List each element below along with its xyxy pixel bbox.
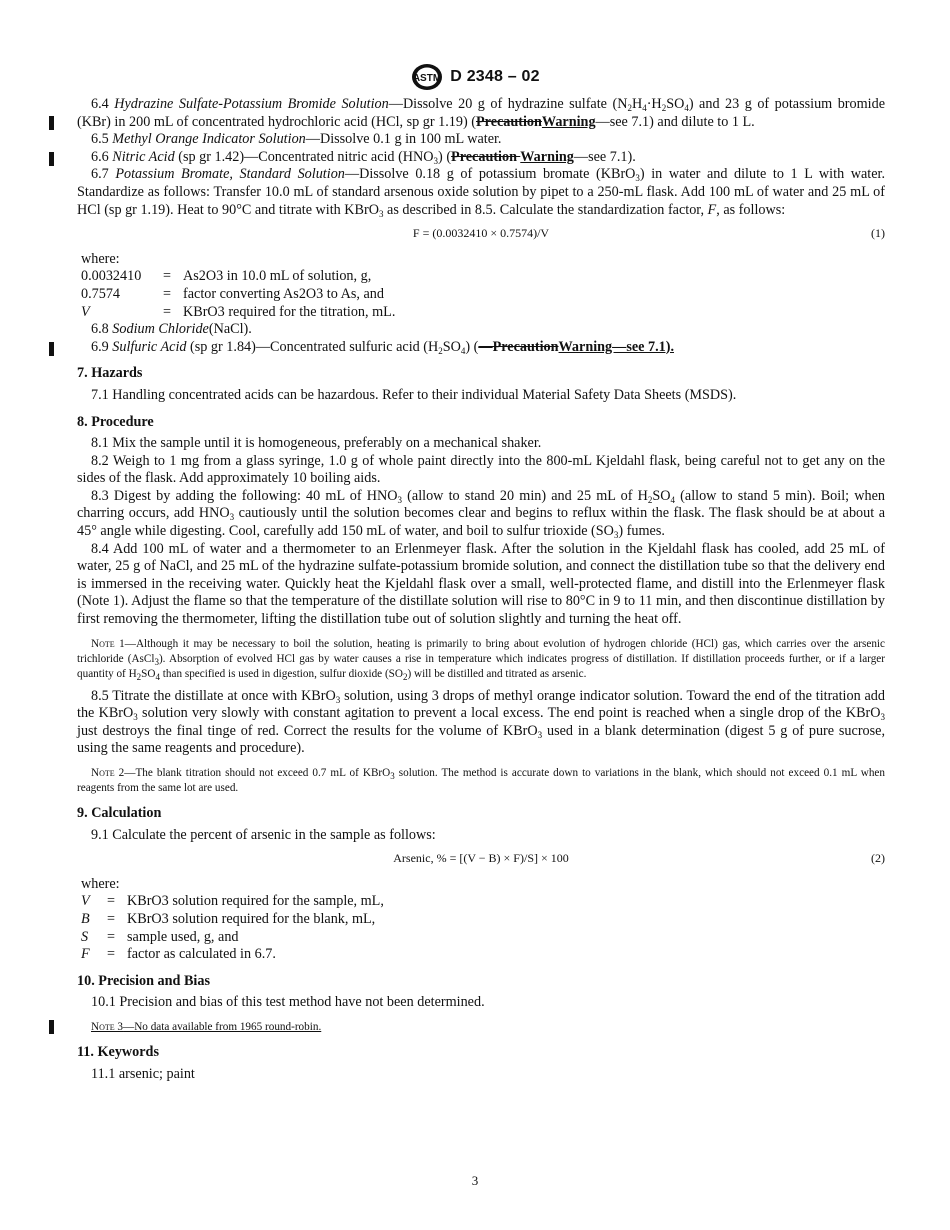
paragraph-8-5: 8.5 Titrate the distillate at once with KBrO$_3$ solution, using 3 drops of methyl orange indicator solution. Toward the end of the titration add the KBrO$_3$ solution very slowly with constant agitation to prevent a local excess. The end point is reached when a single drop of the KBrO$_3$ just destroys the final tinge of red. Correct the results for the volume of KBrO$_3$ used in a blank determination (digest 5 g of pure sucrose, using the same reagents and procedure). [77,687,886,757]
note-2: Note 2—The blank titration should not exceed 0.7 mL of KBrO$_3$ solution. The method is accurate down to variations in the blank, which should not exceed 0.1 mL when reagents from the same lot are used. [77,767,885,794]
where-row: B = KBrO3 solution required for the blank, mL, [81,910,376,927]
paragraph-6-9: 6.9 Sulfuric Acid (sp gr 1.84)—Concentrated sulfuric acid $(H_2SO_4)$ (—PrecautionWarning—see 7.1). [77,339,885,357]
equation-1: F = (0.0032410 × 0.7574)/V (1) [412,226,885,241]
paragraph-6-4: 6.4 Hydrazine Sulfate-Potassium Bromide Solution—Dissolve 20 g of hydrazine sulfate $(N_2H_4\cdot H_2SO_4)$ and 23 g of potassium bromide (KBr) in 200 mL of concentrated hydrochloric acid (HCl, sp gr 1.19) (PrecautionWarning—see 7.1) and dilute to 1 L. [77,96,885,131]
equation-2: Arsenic, % = [(V − B) × F)/S] × 100 (2) [393,851,885,866]
section-heading-procedure: 8. Procedure [77,413,154,430]
paragraph-10-1: 10.1 Precision and bias of this test method have not been determined. [91,994,485,1011]
note-1: Note 1—Although it may be necessary to boil the solution, heating is primarily to bring about evolution of hydrogen chloride (HCl) gas, which carries over the arsenic trichloride (AsCl$_3$). Absorption of evolved HCl gas by water causes a rise in temperature which indicates progress of distillation. If distillation proceeds further, or if a larger quantity of $H_2SO_4$ than specified is used in digestion, sulfur dioxide $(SO_2)$ will be distilled and titrated as arsenic. [77,637,885,682]
where-row: 0.7574 = factor converting As2O3 to As, and [81,285,384,302]
change-bar [49,1020,54,1034]
where-row: V = KBrO3 solution required for the sample, mL, [81,893,384,910]
paragraph-6-8: 6.8 Sodium Chloride(NaCl). [91,321,252,338]
where-list-2: where: V = KBrO3 solution required for the sample, mL, B = KBrO3 solution required for the blank, mL, S = sample used, g, and F = factor as calculated in 6.7. [81,876,885,964]
change-bar [49,152,54,166]
page-header [0,62,950,97]
where-list-1: where: 0.0032410 = As2O3 in 10.0 mL of solution, g, 0.7574 = factor converting As2O3 to As, and V = KBrO3 required for the titration, mL. [81,251,885,321]
paragraph-8-2: 8.2 Weigh to 1 mg from a glass syringe, 1.0 g of whole paint directly into the 800-mL Kjeldahl flask, being careful not to get any on the sides of the flask. Add approximately 10 boiling aids. [77,452,885,487]
section-heading-precision: 10. Precision and Bias [77,972,210,989]
paragraph-6-7: 6.7 Potassium Bromate, Standard Solution—Dissolve 0.18 g of potassium bromate (KBrO$_3$) in water and dilute to 1 L with water. Standardize as follows: Transfer 10.0 mL of standard arsenous oxide solution by pipet to a 250-mL flask. Add 100 mL of water and 25 mL of HCl (sp gr 1.19). Heat to 90°C and titrate with KBrO$_3$ as described in 8.5. Calculate the standardization factor, F, as follows: [77,166,886,219]
document-designation: D 2348 – 02 [450,68,540,85]
paragraph-9-1: 9.1 Calculate the percent of arsenic in the sample as follows: [91,826,436,843]
where-row: 0.0032410 = As2O3 in 10.0 mL of solution, g, [81,268,372,285]
where-row: S = sample used, g, and [81,928,239,945]
svg-text:ASTM: ASTM [413,73,442,84]
paragraph-8-1: 8.1 Mix the sample until it is homogeneous, preferably on a mechanical shaker. [91,435,542,452]
paragraph-8-4: 8.4 Add 100 mL of water and a thermometer to an Erlenmeyer flask. After the solution in the Kjeldahl flask has cooled, add 25 mL of water, 25 g of NaCl, and 25 mL of the hydrazine sulfate-potassium bromide solution, and connect the distillation tube so that the delivery end is immersed in the receiving water. Quickly heat the Kjeldahl flask over a small, well-protected flame, and distill into the Erlenmeyer flask (Note 1). Adjust the flame so that the temperature of the distillate solution will rise to 80°C in 9 to 11 min, and then discontinue distillation by first removing the thermometer, lifting the distillation tube out of solution slightly and turning the heat off. [77,540,885,628]
section-heading-calculation: 9. Calculation [77,805,162,821]
change-bar [49,342,54,356]
paragraph-6-6: 6.6 Nitric Acid (sp gr 1.42)—Concentrated nitric acid $(HNO_3)$ (Precaution Warning—see 7.1). [77,149,885,167]
paragraph-11-1: 11.1 arsenic; paint [91,1065,195,1082]
where-row: V = KBrO3 required for the titration, mL. [81,303,396,320]
astm-logo-icon [410,62,444,92]
paragraph-8-3: 8.3 Digest by adding the following: 40 mL of $HNO_3$ (allow to stand 20 min) and 25 mL of $H_2SO_4$ (allow to stand 5 min). Boil; when charring occurs, add $HNO_3$ cautiously until the solution becomes clear and begins to reflux within the flask. The flask should be at about a 45° angle while digesting. Cool, carefully add 150 mL of water, and boil to sulfur trioxide $(SO_3)$ fumes. [77,487,885,541]
document-body [77,96,885,1083]
note-3: Note 3—No data available from 1965 round-robin. [77,1020,885,1035]
paragraph-7-1: 7.1 Handling concentrated acids can be hazardous. Refer to their individual Material Safety Data Sheets (MSDS). [91,386,737,403]
section-heading-keywords: 11. Keywords [77,1043,159,1060]
paragraph-6-5: 6.5 Methyl Orange Indicator Solution—Dissolve 0.1 g in 100 mL water. [91,131,502,148]
change-bar [49,116,54,130]
where-row: F = factor as calculated in 6.7. [81,946,276,963]
section-heading-hazards: 7. Hazards [77,365,143,382]
page-number: 3 [471,1173,479,1188]
